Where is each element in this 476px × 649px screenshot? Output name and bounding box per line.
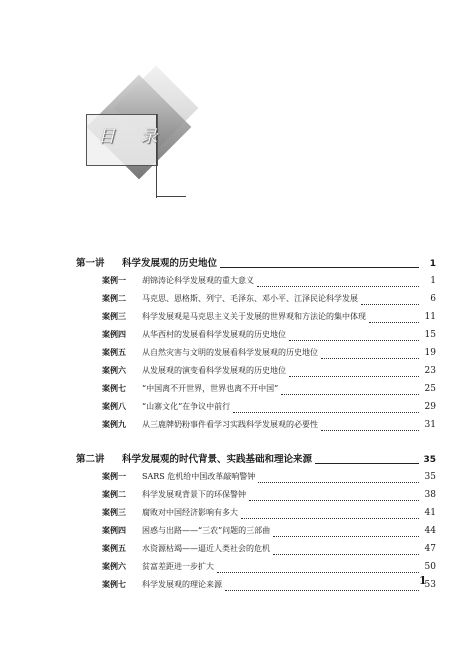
leader-dots: [249, 499, 419, 501]
case-title: 从发展观的演变看科学发展观的历史地位: [142, 366, 286, 375]
case-label: 案例二: [102, 490, 126, 499]
leader-dots: [321, 429, 419, 431]
leader-dots: [281, 393, 419, 395]
toc-entry[interactable]: [76, 365, 436, 383]
toc-entry[interactable]: [76, 543, 436, 561]
case-page: 31: [424, 420, 436, 430]
leader-dots: [241, 517, 419, 519]
leader-dots: [273, 535, 419, 537]
case-label: 案例三: [102, 312, 126, 321]
toc-entry[interactable]: [76, 383, 436, 401]
leader-dots: [258, 481, 419, 483]
lecture-number: 第二讲: [76, 454, 105, 465]
decorative-horizontal-line: [156, 196, 186, 197]
lecture-number: 第一讲: [76, 258, 105, 269]
lecture-title: 科学发展观的时代背景、实践基础和理论来源: [122, 454, 313, 465]
case-page: 47: [424, 544, 436, 554]
leader-dots: [273, 553, 419, 555]
case-title: 从华西村的发展看科学发展观的历史地位: [142, 330, 286, 339]
leader-dots: [225, 589, 419, 591]
toc-entry[interactable]: [76, 401, 436, 419]
case-title: 从自然灾害与文明的发展看科学发展观的历史地位: [142, 348, 318, 357]
case-title: 从三鹿牌奶粉事件看学习实践科学发展观的必要性: [142, 420, 318, 429]
toc-entry[interactable]: [76, 293, 436, 311]
case-title: 困惑与出路——“三农”问题的三部曲: [142, 526, 271, 535]
case-title: “山寨文化”在争议中前行: [142, 402, 231, 411]
case-page: 35: [424, 472, 436, 482]
page-title: 目 录: [98, 127, 168, 147]
toc-entry[interactable]: [76, 275, 436, 293]
case-page: 29: [424, 402, 436, 412]
case-page: 15: [424, 330, 436, 340]
leader-dots: [369, 321, 419, 323]
leader-dots: [233, 411, 419, 413]
case-title: 科学发展观是马克思主义关于发展的世界观和方法论的集中体现: [142, 312, 366, 321]
toc-entry[interactable]: [76, 471, 436, 489]
case-title: “中国离不开世界，世界也离不开中国”: [142, 384, 279, 393]
case-page: 50: [424, 562, 436, 572]
case-label: 案例七: [102, 580, 126, 589]
leader-line: [315, 462, 419, 464]
case-title: 贫富差距进一步扩大: [142, 562, 214, 571]
lecture-heading[interactable]: [76, 255, 436, 275]
lecture-title: 科学发展观的历史地位: [122, 258, 218, 269]
case-label: 案例七: [102, 384, 126, 393]
case-page: 41: [424, 508, 436, 518]
table-of-contents: [76, 255, 436, 597]
lecture-page: 1: [429, 259, 436, 269]
toc-entry[interactable]: [76, 311, 436, 329]
case-title: 胡锦涛论科学发展观的重大意义: [142, 276, 254, 285]
case-label: 案例六: [102, 366, 126, 375]
case-page: 11: [424, 312, 436, 322]
toc-entry[interactable]: [76, 525, 436, 543]
toc-entry[interactable]: [76, 347, 436, 365]
case-title: SARS 危机给中国改革敲响警钟: [142, 472, 256, 481]
leader-dots: [257, 285, 419, 287]
toc-entry[interactable]: [76, 561, 436, 579]
toc-entry[interactable]: [76, 579, 436, 597]
case-label: 案例一: [102, 276, 126, 285]
section-gap: [76, 437, 436, 451]
case-page: 23: [424, 366, 436, 376]
leader-line: [220, 266, 419, 268]
case-page: 53: [424, 580, 436, 590]
case-page: 19: [424, 348, 436, 358]
case-label: 案例六: [102, 562, 126, 571]
case-label: 案例二: [102, 294, 126, 303]
case-title: 科学发展观背景下的环保警钟: [142, 490, 246, 499]
case-label: 案例三: [102, 508, 126, 517]
case-page: 38: [424, 490, 436, 500]
case-label: 案例五: [102, 544, 126, 553]
case-page: 44: [424, 526, 436, 536]
case-title: 水资源枯竭——逼近人类社会的危机: [142, 544, 270, 553]
case-label: 案例八: [102, 402, 126, 411]
page-number: 1: [419, 574, 427, 587]
case-page: 6: [430, 294, 436, 304]
leader-dots: [321, 357, 419, 359]
toc-entry[interactable]: [76, 419, 436, 437]
case-label: 案例九: [102, 420, 126, 429]
toc-entry[interactable]: [76, 329, 436, 347]
case-label: 案例四: [102, 526, 126, 535]
case-label: 案例四: [102, 330, 126, 339]
header-decoration: [82, 72, 212, 202]
toc-entry[interactable]: [76, 489, 436, 507]
lecture-heading[interactable]: [76, 451, 436, 471]
leader-dots: [289, 339, 419, 341]
leader-dots: [217, 571, 419, 573]
case-page: 1: [430, 276, 436, 286]
case-label: 案例五: [102, 348, 126, 357]
case-page: 25: [424, 384, 436, 394]
case-title: 马克思、恩格斯、列宁、毛泽东、邓小平、江泽民论科学发展: [142, 294, 358, 303]
toc-entry[interactable]: [76, 507, 436, 525]
lecture-page: 35: [423, 455, 436, 465]
case-label: 案例一: [102, 472, 126, 481]
leader-dots: [289, 375, 419, 377]
leader-dots: [361, 303, 419, 305]
case-title: 腐败对中国经济影响有多大: [142, 508, 238, 517]
case-title: 科学发展观的理论来源: [142, 580, 222, 589]
